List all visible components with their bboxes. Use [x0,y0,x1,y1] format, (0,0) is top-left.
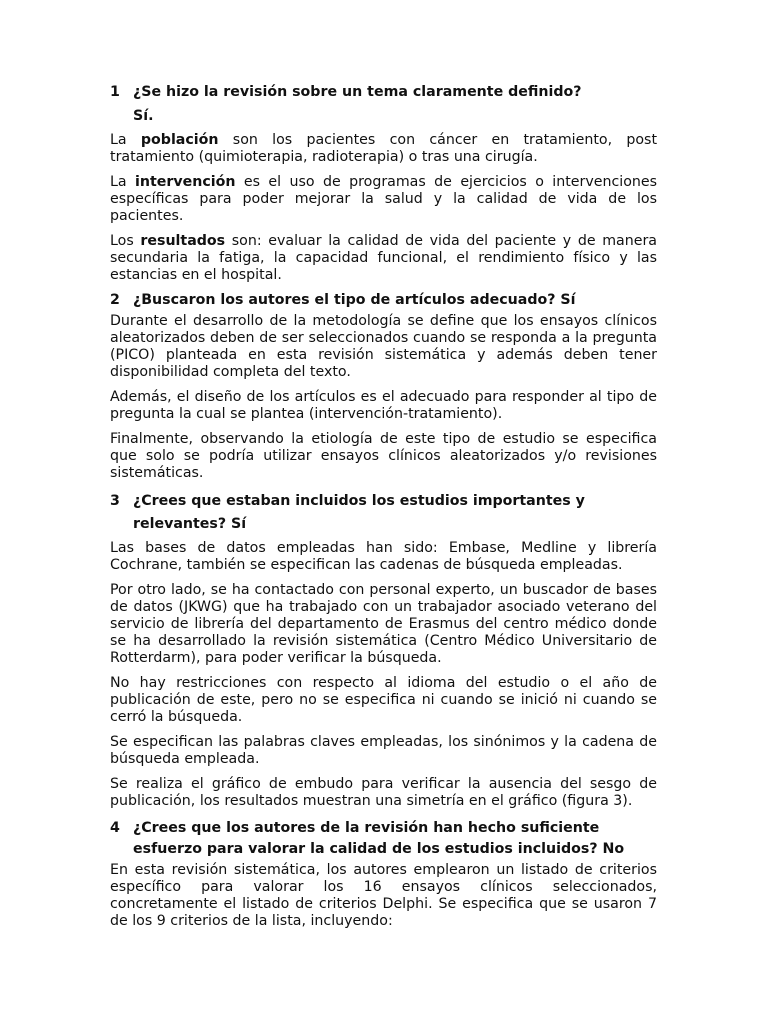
question-number: 3 [110,493,120,509]
question-3-heading [110,490,657,536]
question-title: ¿Crees que los autores de la revisión han hecho suficiente esfuerzo para valorar la calidad de los estudios incluidos? No [133,820,625,857]
paragraph: Además, el diseño de los artículos es el adecuado para responder al tipo de pregunta la cual se plantea (intervención-tratamiento). [110,389,657,422]
document-body [110,84,657,938]
paragraph: No hay restricciones con respecto al idioma del estudio o el año de publicación de este, pero no se especifica ni cuando se inició ni cuando se cerró la búsqueda. [110,675,657,725]
question-4-heading [110,818,657,860]
question-2-heading [110,292,657,309]
question-title: ¿Buscaron los autores el tipo de artículos adecuado? Sí [133,292,576,308]
question-1-answer: Sí. [133,108,154,124]
keyword-bold: resultados [140,233,226,249]
paragraph: Las bases de datos empleadas han sido: Embase, Medline y librería Cochrane, también se especifican las cadenas de búsqueda empleadas. [110,540,657,573]
paragraph: Por otro lado, se ha contactado con personal experto, un buscador de bases de datos (JKWG) que ha trabajado con un trabajador asociado veterano del servicio de librería del departamento de Erasmus del centro médico donde se ha desarrollado la revisión sistemática (Centro Médico Universitario de Rotterdarm), para poder verificar la búsqueda. [110,582,657,666]
paragraph: Durante el desarrollo de la metodología se define que los ensayos clínicos aleatorizados deben de ser seleccionados cuando se responda a la pregunta (PICO) planteada en esta revisión sistemática y además deben tener disponibilidad completa del texto. [110,313,657,380]
question-number: 4 [110,820,120,836]
question-number: 1 [110,84,120,100]
paragraph: Finalmente, observando la etiología de este tipo de estudio se especifica que solo se podría utilizar ensayos clínicos aleatorizados y/o revisiones sistemáticas. [110,431,657,481]
question-title: ¿Crees que estaban incluidos los estudios importantes y relevantes? Sí [133,493,585,532]
paragraph: La intervención es el uso de programas de ejercicios o intervenciones específicas para poder mejorar la salud y la calidad de vida de los pacientes. [110,174,658,224]
paragraph: La población son los pacientes con cáncer en tratamiento, post tratamiento (quimioterapia, radioterapia) o tras una cirugía. [110,132,658,165]
paragraph: En esta revisión sistemática, los autores emplearon un listado de criterios específico para valorar los 16 ensayos clínicos seleccionados, concretamente el listado de criterios Delphi. Se especifica que se usaron 7 de los 9 criterios de la lista, incluyendo: [110,862,657,929]
paragraph: Se especifican las palabras claves empleadas, los sinónimos y la cadena de búsqueda empleada. [110,734,657,767]
paragraph: Los resultados son: evaluar la calidad de vida del paciente y de manera secundaria la fatiga, la capacidad funcional, el rendimiento físico y las estancias en el hospital. [110,233,657,283]
question-title: ¿Se hizo la revisión sobre un tema claramente definido? [133,84,582,100]
keyword-bold: intervención [135,174,236,190]
question-number: 2 [110,292,120,308]
paragraph: Se realiza el gráfico de embudo para verificar la ausencia del sesgo de publicación, los resultados muestran una simetría en el gráfico (figura 3). [110,776,657,809]
keyword-bold: población [140,132,219,148]
question-1-heading [110,84,657,101]
